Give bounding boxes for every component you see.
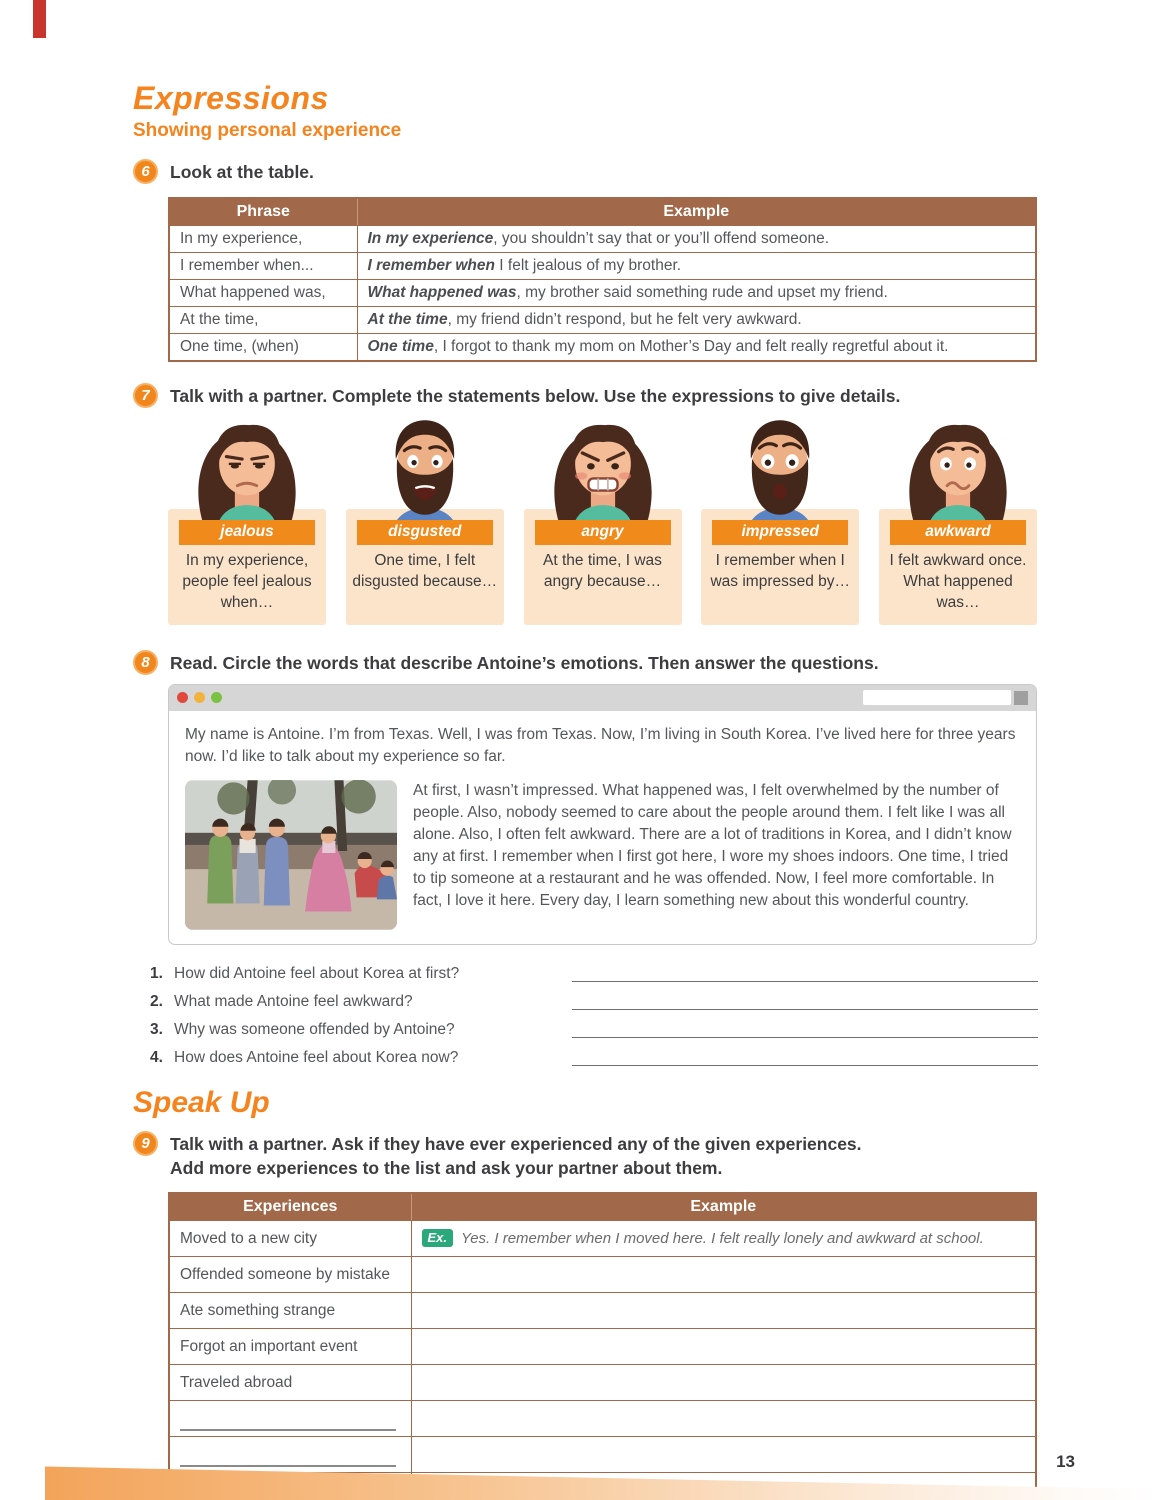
example-cell: In my experience, you shouldn’t say that or you’ll offend someone.	[357, 225, 1036, 252]
emotion-card-impressed	[701, 509, 859, 625]
example-cell: What happened was, my brother said something rude and upset my friend.	[357, 279, 1036, 306]
page-number: 13	[1056, 1452, 1075, 1471]
experience-write-line[interactable]	[180, 1407, 396, 1431]
phrase-cell: What happened was,	[169, 279, 357, 306]
experience-row	[169, 1365, 1036, 1401]
emotion-label: awkward	[890, 520, 1026, 545]
activity-8-number-badge: 8	[133, 650, 158, 675]
experiences-column-header: Experiences	[169, 1193, 411, 1221]
activity-7-header	[133, 384, 1159, 409]
phrase-table-row	[169, 333, 1036, 361]
emotion-prompt: I felt awkward once. What happened was…	[889, 552, 1027, 612]
example-write-cell[interactable]	[411, 1293, 1036, 1329]
activity-7-number-badge: 7	[133, 383, 158, 408]
activity-6-number-badge: 6	[133, 159, 158, 184]
browser-toolbar-button[interactable]	[1014, 691, 1028, 705]
example-cell: At the time, my friend didn’t respond, but he felt very awkward.	[357, 306, 1036, 333]
experience-write-cell	[169, 1437, 411, 1473]
phrase-table	[168, 197, 1037, 362]
speak-up-title: Speak Up	[133, 1085, 270, 1119]
phrase-cell: One time, (when)	[169, 333, 357, 361]
example-write-cell[interactable]	[411, 1257, 1036, 1293]
activity-9-number-badge: 9	[133, 1131, 158, 1156]
experience-row	[169, 1437, 1036, 1473]
phrase-cell: At the time,	[169, 306, 357, 333]
example-cell	[411, 1221, 1036, 1257]
activity-6-header	[133, 160, 1159, 185]
emotion-prompt: In my experience, people feel jealous when…	[182, 552, 312, 612]
page-title: Expressions	[133, 80, 329, 116]
question-row: 4. How does Antoine feel about Korea now?	[150, 1042, 1038, 1070]
emotion-card-angry	[524, 509, 682, 625]
emotion-card-awkward	[879, 509, 1037, 625]
emotion-label: angry	[535, 520, 671, 545]
experience-row	[169, 1257, 1036, 1293]
phrase-table-row	[169, 225, 1036, 252]
phrase-table-row	[169, 306, 1036, 333]
example-column-header: Example	[357, 198, 1036, 226]
example-write-cell[interactable]	[411, 1401, 1036, 1437]
example-write-cell[interactable]	[411, 1437, 1036, 1473]
answer-blank[interactable]	[572, 1018, 1038, 1038]
experience-cell: Ate something strange	[169, 1293, 411, 1329]
question-row: 3. Why was someone offended by Antoine?	[150, 1014, 1038, 1042]
close-traffic-light-icon[interactable]	[177, 692, 188, 703]
answer-blank[interactable]	[572, 990, 1038, 1010]
example-sentence: Yes. I remember when I moved here. I felt really lonely and awkward at school.	[461, 1230, 984, 1248]
example-cell: I remember when I felt jealous of my brother.	[357, 252, 1036, 279]
question-row: 2. What made Antoine feel awkward?	[150, 986, 1038, 1014]
activity-8-instruction: Read. Circle the words that describe Antoine’s emotions. Then answer the questions.	[170, 653, 879, 674]
example-write-cell[interactable]	[411, 1329, 1036, 1365]
browser-address-field[interactable]	[863, 690, 1011, 705]
experience-cell: Offended someone by mistake	[169, 1257, 411, 1293]
experience-cell: Forgot an important event	[169, 1329, 411, 1365]
passage-paragraph-1: My name is Antoine. I’m from Texas. Well, I was from Texas. Now, I’m living in South Korea. I’ve lived here for three years now. I’d like to talk about my experience so far.	[185, 725, 1016, 765]
question-row: 1. How did Antoine feel about Korea at first?	[150, 958, 1038, 986]
example-badge: Ex.	[422, 1229, 454, 1247]
emotion-prompt: At the time, I was angry because…	[543, 552, 662, 591]
emotion-card-disgusted	[346, 509, 504, 625]
phrase-cell: I remember when...	[169, 252, 357, 279]
experience-write-cell	[169, 1401, 411, 1437]
example-column-header: Example	[411, 1193, 1036, 1221]
activity-7-instruction: Talk with a partner. Complete the statements below. Use the expressions to give details.	[170, 385, 901, 406]
emotion-cards	[168, 412, 1037, 625]
emotion-prompt: One time, I felt disgusted because…	[352, 552, 498, 591]
answer-blank[interactable]	[572, 1046, 1038, 1066]
browser-titlebar	[169, 685, 1036, 711]
answer-blank[interactable]	[572, 962, 1038, 982]
minimize-traffic-light-icon[interactable]	[194, 692, 205, 703]
browser-window	[168, 684, 1037, 945]
activity-8-header	[133, 651, 1159, 676]
activity-9-header	[133, 1132, 1159, 1180]
activity-6-instruction: Look at the table.	[170, 162, 314, 182]
experience-write-line[interactable]	[180, 1443, 396, 1467]
phrase-table-row	[169, 279, 1036, 306]
reading-passage	[169, 711, 1036, 944]
experience-cell: Traveled abroad	[169, 1365, 411, 1401]
emotion-card-jealous	[168, 509, 326, 625]
phrase-column-header: Phrase	[169, 198, 357, 226]
maximize-traffic-light-icon[interactable]	[211, 692, 222, 703]
example-cell: One time, I forgot to thank my mom on Mother’s Day and felt really regretful about it.	[357, 333, 1036, 361]
passage-paragraph-2: At first, I wasn’t impressed. What happened was, I felt overwhelmed by the number of people. Also, nobody seemed to care about the people around them. I felt like I was all alone. Also, I often felt awkward. There are a lot of traditions in Korea, and I didn’t know any at first. I remember when I first got here, I wore my shoes indoors. One time, I tried to tip someone at a restaurant and he was offended. Now, I feel more comfortable. In fact, I love it here. Every day, I learn something new about this wonderful country.	[413, 781, 1012, 909]
phrase-table-row	[169, 252, 1036, 279]
page-subtitle: Showing personal experience	[133, 120, 402, 141]
experience-row	[169, 1401, 1036, 1437]
emotion-label: impressed	[712, 520, 848, 545]
activity-9-instruction: Talk with a partner. Ask if they have ever experienced any of the given experiences. Add more experiences to the list and ask your partner about them.	[170, 1133, 862, 1178]
hanbok-palace-photo	[185, 780, 397, 930]
red-corner-mark	[33, 0, 46, 38]
emotion-label: jealous	[179, 520, 315, 545]
experiences-table	[168, 1192, 1037, 1500]
comprehension-questions	[150, 958, 1038, 1070]
emotion-prompt: I remember when I was impressed by…	[710, 552, 851, 591]
phrase-cell: In my experience,	[169, 225, 357, 252]
example-write-cell[interactable]	[411, 1365, 1036, 1401]
experience-row	[169, 1293, 1036, 1329]
emotion-label: disgusted	[357, 520, 493, 545]
experience-row	[169, 1329, 1036, 1365]
experience-row	[169, 1221, 1036, 1257]
experience-cell: Moved to a new city	[169, 1221, 411, 1257]
